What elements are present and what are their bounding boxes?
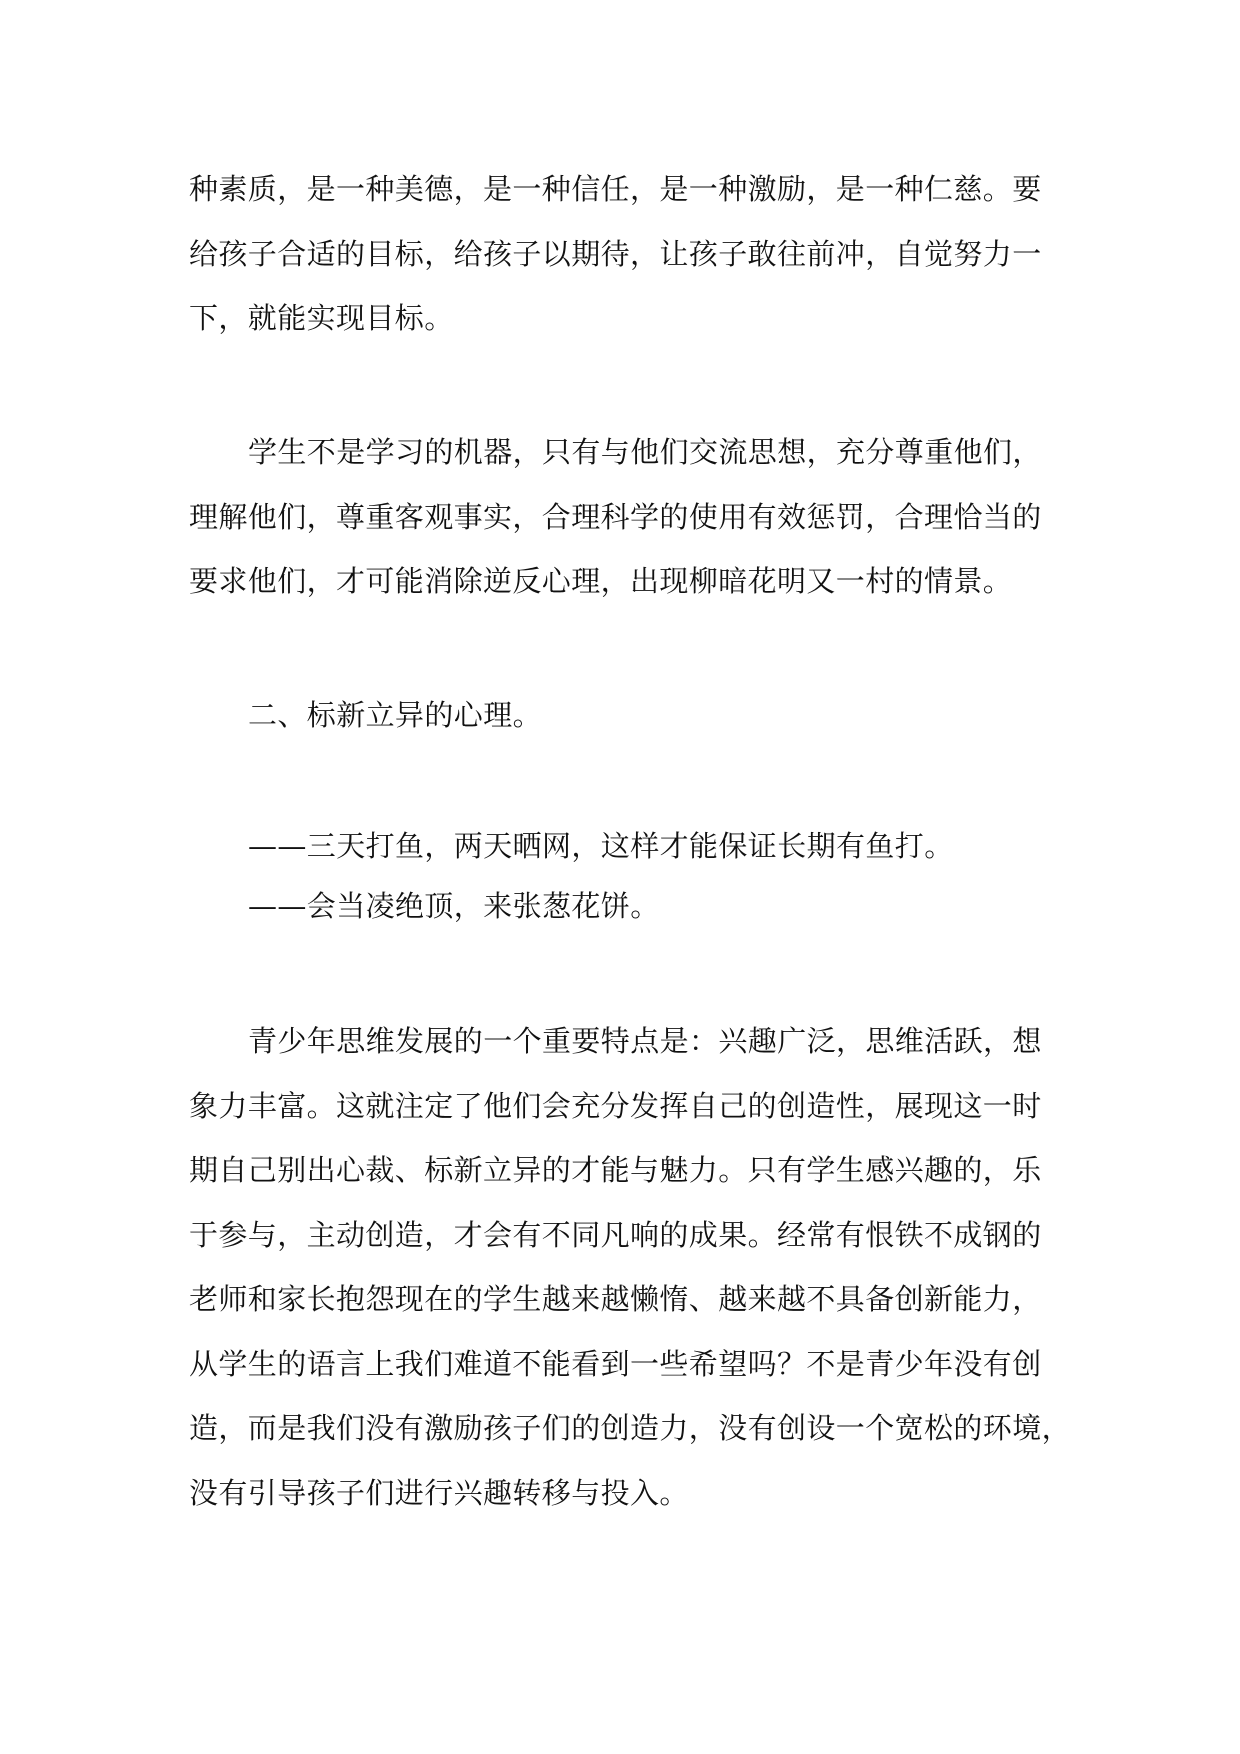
paragraph-3-line-3: 期自己别出心裁、标新立异的才能与魅力。只有学生感兴趣的，乐	[189, 1153, 1042, 1187]
paragraph-3-line-7: 造，而是我们没有激励孩子们的创造力，没有创设一个宽松的环境，	[189, 1411, 1072, 1445]
paragraph-2-line-1: 学生不是学习的机器，只有与他们交流思想，充分尊重他们，	[248, 435, 1042, 469]
paragraph-3-line-1: 青少年思维发展的一个重要特点是：兴趣广泛，思维活跃，想	[248, 1024, 1042, 1058]
paragraph-3-line-5: 老师和家长抱怨现在的学生越来越懒惰、越来越不具备创新能力，	[189, 1282, 1042, 1316]
paragraph-1-line-1: 种素质，是一种美德，是一种信任，是一种激励，是一种仁慈。要	[189, 172, 1042, 206]
paragraph-2-line-3: 要求他们，才可能消除逆反心理，出现柳暗花明又一村的情景。	[189, 564, 1013, 598]
paragraph-3-line-6: 从学生的语言上我们难道不能看到一些希望吗？不是青少年没有创	[189, 1347, 1042, 1381]
section-heading: 二、标新立异的心理。	[248, 698, 543, 732]
paragraph-2-line-2: 理解他们，尊重客观事实，合理科学的使用有效惩罚，合理恰当的	[189, 500, 1042, 534]
paragraph-3-line-2: 象力丰富。这就注定了他们会充分发挥自己的创造性，展现这一时	[189, 1089, 1042, 1123]
quote-line-2: ——会当凌绝顶，来张葱花饼。	[248, 889, 660, 923]
paragraph-3-line-4: 于参与，主动创造，才会有不同凡响的成果。经常有恨铁不成钢的	[189, 1218, 1042, 1252]
quote-line-1: ——三天打鱼，两天晒网，这样才能保证长期有鱼打。	[248, 829, 954, 863]
paragraph-1-line-2: 给孩子合适的目标，给孩子以期待，让孩子敢往前冲，自觉努力一	[189, 237, 1042, 271]
paragraph-1-line-3: 下，就能实现目标。	[189, 301, 454, 335]
paragraph-3-line-8: 没有引导孩子们进行兴趣转移与投入。	[189, 1476, 689, 1510]
